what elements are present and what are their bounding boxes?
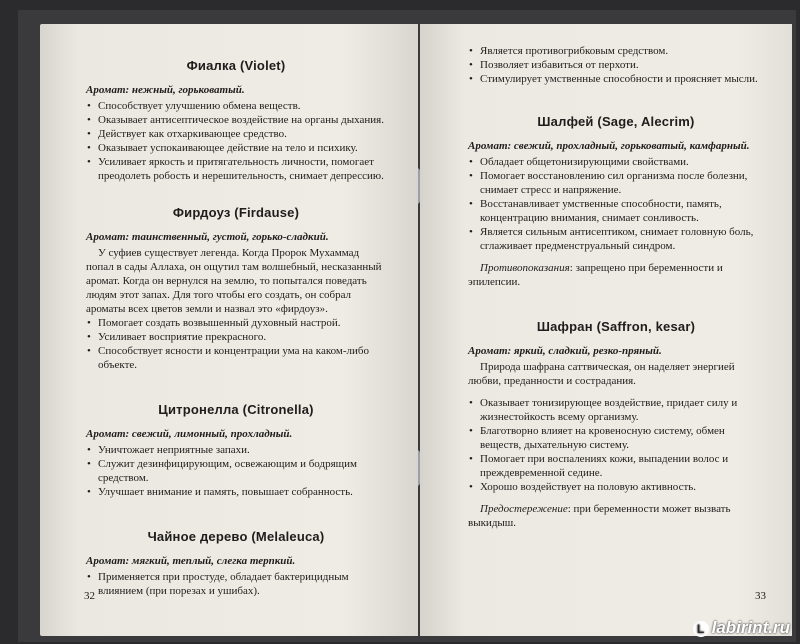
- bullet-list: [86, 443, 386, 499]
- bullet-list: [468, 44, 764, 86]
- bullet-list: [86, 570, 386, 598]
- list-item: • Помогает восстановлению сил организма после болезни, снимает стресс и напряжение.: [468, 169, 764, 197]
- list-item: • Служит дезинфицирующим, освежающим и бодрящим средством.: [86, 457, 386, 485]
- list-item: • Оказывает антисептическое воздействие на органы дыхания.: [86, 113, 386, 127]
- note-text: : при беременности может вызвать выкидыш.: [468, 503, 731, 529]
- list-item: • Является противогрибковым средством.: [468, 44, 764, 58]
- body-paragraph: У суфиев существует легенда. Когда Пророк Мухаммад попал в сады Аллаха, он ощутил там волшебный, несказанный аромат. Когда он вернулся на землю, то попытался поведать людям этот запах. Для того чтобы его создать, он собрал ароматы всех цветов земли и назвал это «фирдоуз».: [86, 247, 382, 315]
- bullet-list: [86, 99, 386, 183]
- open-book: [18, 10, 796, 642]
- list-item: • Позволяет избавиться от перхоти.: [468, 58, 764, 72]
- section-title: Фирдоуз (Firdause): [172, 205, 300, 220]
- section-title: Шалфей (Sage, Alecrim): [537, 114, 695, 129]
- list-item: • Оказывает тонизирующее воздействие, придает силу и жизнестойкость всему организму.: [468, 396, 764, 424]
- section-tea-tree: [86, 529, 386, 598]
- labirint-logo-icon: L: [693, 621, 709, 637]
- section-title: Шафран (Saffron, kesar): [536, 319, 696, 334]
- list-item: • Благотворно влияет на кровеносную систему, обмен веществ, дыхательную систему.: [468, 424, 764, 452]
- aroma-line: Аромат: мягкий, теплый, слегка терпкий.: [86, 555, 296, 567]
- note-label: Предостережение: [480, 503, 568, 515]
- list-item: • Помогает при воспалениях кожи, выпадении волос и преждевременной седине.: [468, 452, 764, 480]
- section-firdause: [86, 205, 386, 372]
- warning-note: [468, 502, 764, 530]
- section-citronella: [86, 402, 386, 499]
- section-title: Фиалка (Violet): [186, 58, 286, 73]
- list-item: • Применяется при простуде, обладает бактерицидным влиянием (при порезах и ушибах).: [86, 570, 386, 598]
- page-number: 33: [755, 590, 766, 602]
- list-item: • Хорошо воздействует на половую активность.: [468, 480, 764, 494]
- aroma-line: Аромат: яркий, сладкий, резко-пряный.: [468, 345, 662, 357]
- section-sage: [468, 114, 764, 289]
- contraindications-note: [468, 261, 764, 289]
- section-saffron: [468, 319, 764, 530]
- list-item: • Уничтожает неприятные запахи.: [86, 443, 386, 457]
- list-item: • Усиливает яркость и притягательность личности, помогает преодолеть робость и нерешительность, снимает депрессию.: [86, 155, 386, 183]
- section-violet: [86, 58, 386, 183]
- list-item: • Обладает общетонизирующими свойствами.: [468, 155, 764, 169]
- list-item: • Усиливает восприятие прекрасного.: [86, 330, 386, 344]
- aroma-line: Аромат: нежный, горьковатый.: [86, 84, 245, 96]
- list-item: • Стимулирует умственные способности и проясняет мысли.: [468, 72, 764, 86]
- page-number: 32: [84, 590, 95, 602]
- right-column: [468, 44, 764, 552]
- bullet-list: [86, 316, 386, 372]
- left-column: [86, 58, 386, 620]
- watermark: [693, 618, 790, 638]
- section-title: Цитронелла (Citronella): [158, 402, 314, 417]
- bullet-list: [468, 155, 764, 253]
- watermark-text: labirint.ru: [711, 618, 790, 637]
- aroma-line: Аромат: таинственный, густой, горько-сладкий.: [86, 231, 329, 243]
- list-item: • Действует как отхаркивающее средство.: [86, 127, 386, 141]
- bullet-list: [468, 396, 764, 494]
- list-item: • Оказывает успокаивающее действие на тело и психику.: [86, 141, 386, 155]
- list-item: • Улучшает внимание и память, повышает собранность.: [86, 485, 386, 499]
- left-page: [40, 24, 418, 636]
- list-item: • Восстанавливает умственные способности, память, концентрацию внимания, снимает сонливость.: [468, 197, 764, 225]
- note-text: : запрещено при беременности и эпилепсии.: [468, 262, 723, 288]
- list-item: • Способствует ясности и концентрации ума на каком-либо объекте.: [86, 344, 386, 372]
- aroma-line: Аромат: свежий, лимонный, прохладный.: [86, 428, 293, 440]
- section-title: Чайное дерево (Melaleuca): [147, 529, 325, 544]
- note-label: Противопоказания: [480, 262, 570, 274]
- list-item: • Помогает создать возвышенный духовный настрой.: [86, 316, 386, 330]
- list-item: • Способствует улучшению обмена веществ.: [86, 99, 386, 113]
- body-paragraph: Природа шафрана саттвическая, он наделяет энергией любви, преданности и сострадания.: [468, 361, 735, 387]
- aroma-line: Аромат: свежий, прохладный, горьковатый, камфарный.: [468, 140, 750, 152]
- list-item: • Является сильным антисептиком, снимает головную боль, сглаживает предменструальный синдром.: [468, 225, 764, 253]
- right-page: [420, 24, 792, 636]
